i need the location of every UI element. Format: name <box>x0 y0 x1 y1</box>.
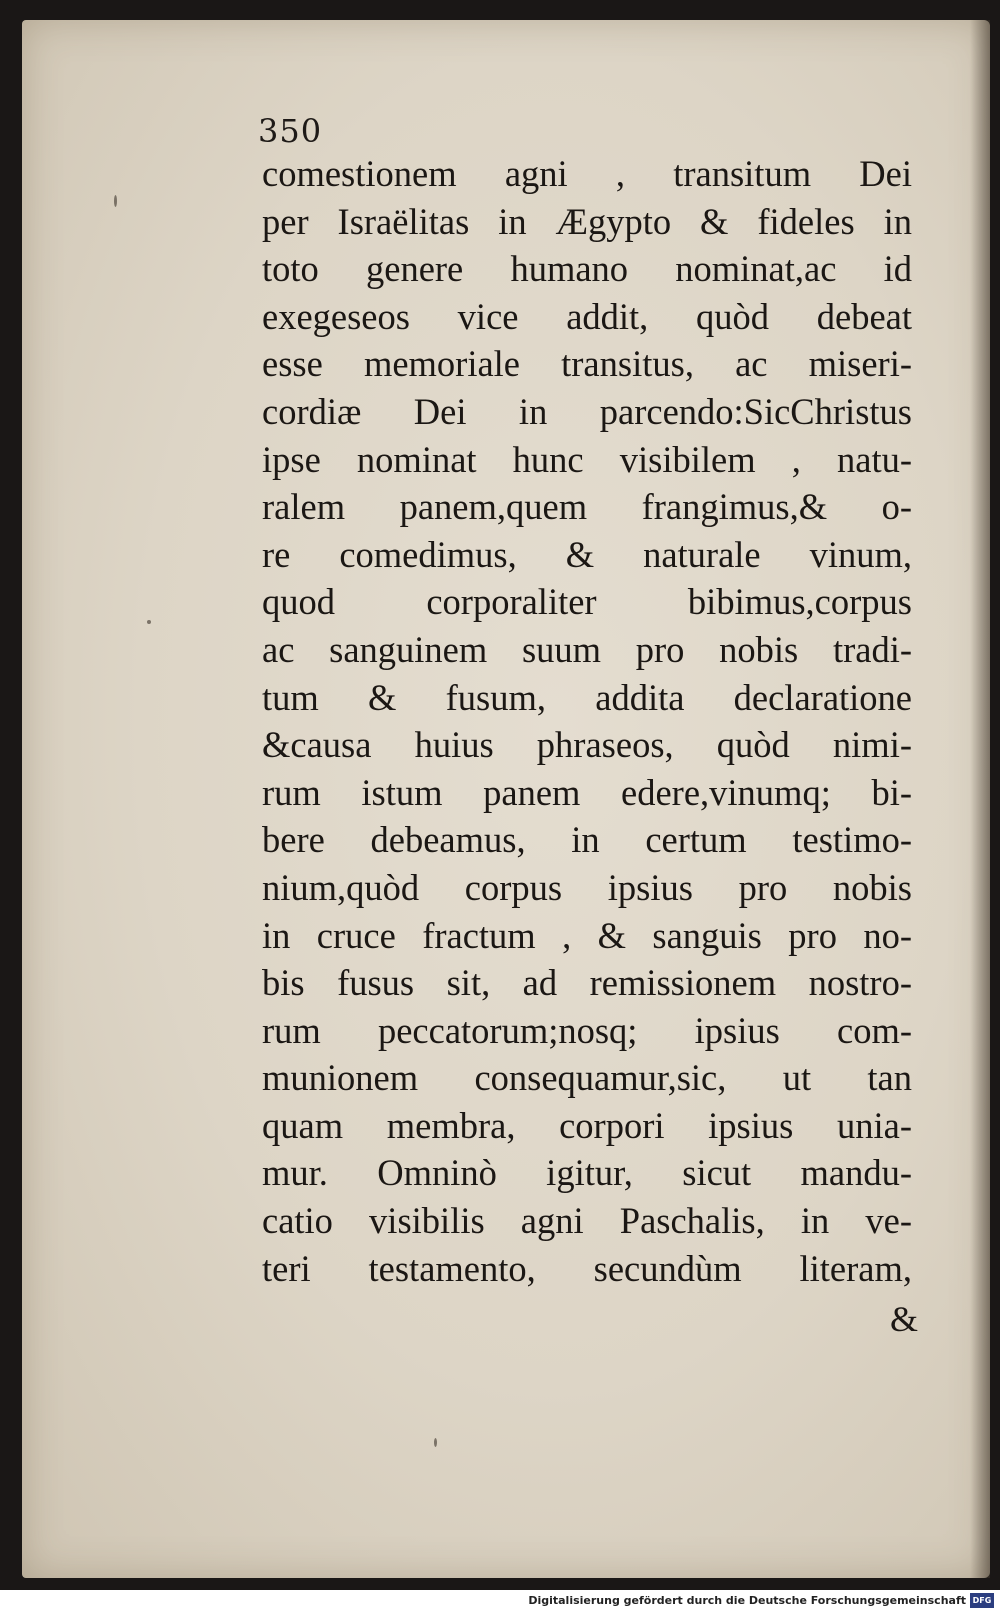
text-line-16: nium,quòd corpus ipsius pro nobis <box>262 866 912 908</box>
text-line-5: esse memoriale transitus, ac miseri- <box>262 343 912 385</box>
text-line-17: in cruce fractum , & sanguis pro no- <box>262 914 912 956</box>
text-line-21: quam membra, corpori ipsius unia- <box>262 1104 912 1146</box>
text-line-23: catio visibilis agni Paschalis, in ve- <box>262 1200 912 1242</box>
catchword: & <box>890 1299 919 1339</box>
text-line-9: re comedimus, & naturale vinum, <box>262 533 912 575</box>
text-line-1: comestionem agni , transitum Dei <box>262 153 912 194</box>
text-line-2: per Israëlitas in Ægypto & fideles in <box>262 200 912 242</box>
paper-speck <box>434 1438 437 1447</box>
text-line-15: bere debeamus, in certum testimo- <box>262 819 912 861</box>
paper-speck <box>114 195 117 207</box>
text-line-19: rum peccatorum;nosq; ipsius com- <box>262 1009 912 1051</box>
text-line-11: ac sanguinem suum pro nobis tradi- <box>262 628 912 670</box>
text-line-18: bis fusus sit, ad remissionem nostro- <box>262 962 912 1004</box>
dfg-logo: DFG <box>970 1593 994 1608</box>
text-line-14: rum istum panem edere,vinumq; bi- <box>262 771 912 813</box>
text-line-24: teri testamento, secundùm literam, <box>262 1247 912 1289</box>
page-number: 350 <box>258 112 323 150</box>
text-line-6: cordiæ Dei in parcendo:SicChristus <box>262 390 912 432</box>
text-line-4: exegeseos vice addit, quòd debeat <box>262 295 912 337</box>
digitization-footer <box>0 1590 1000 1616</box>
page-gutter-shadow <box>970 20 990 1578</box>
text-line-12: tum & fusum, addita declaratione <box>262 676 912 718</box>
text-line-20: munionem consequamur,sic, ut tan <box>262 1057 912 1099</box>
text-line-13: &causa huius phraseos, quòd nimi- <box>262 724 912 766</box>
funding-credit: Digitalisierung gefördert durch die Deutsche Forschungsgemeinschaft <box>528 1594 966 1607</box>
text-line-7: ipse nominat hunc visibilem , natu- <box>262 438 912 480</box>
body-text <box>262 150 922 1292</box>
text-line-10: quod corporaliter bibimus,corpus <box>262 581 912 623</box>
text-line-22: mur. Omninò igitur, sicut mandu- <box>262 1152 912 1194</box>
text-line-3: toto genere humano nominat,ac id <box>262 248 912 290</box>
text-line-8: ralem panem,quem frangimus,& o- <box>262 486 912 528</box>
paper-speck <box>147 620 151 624</box>
